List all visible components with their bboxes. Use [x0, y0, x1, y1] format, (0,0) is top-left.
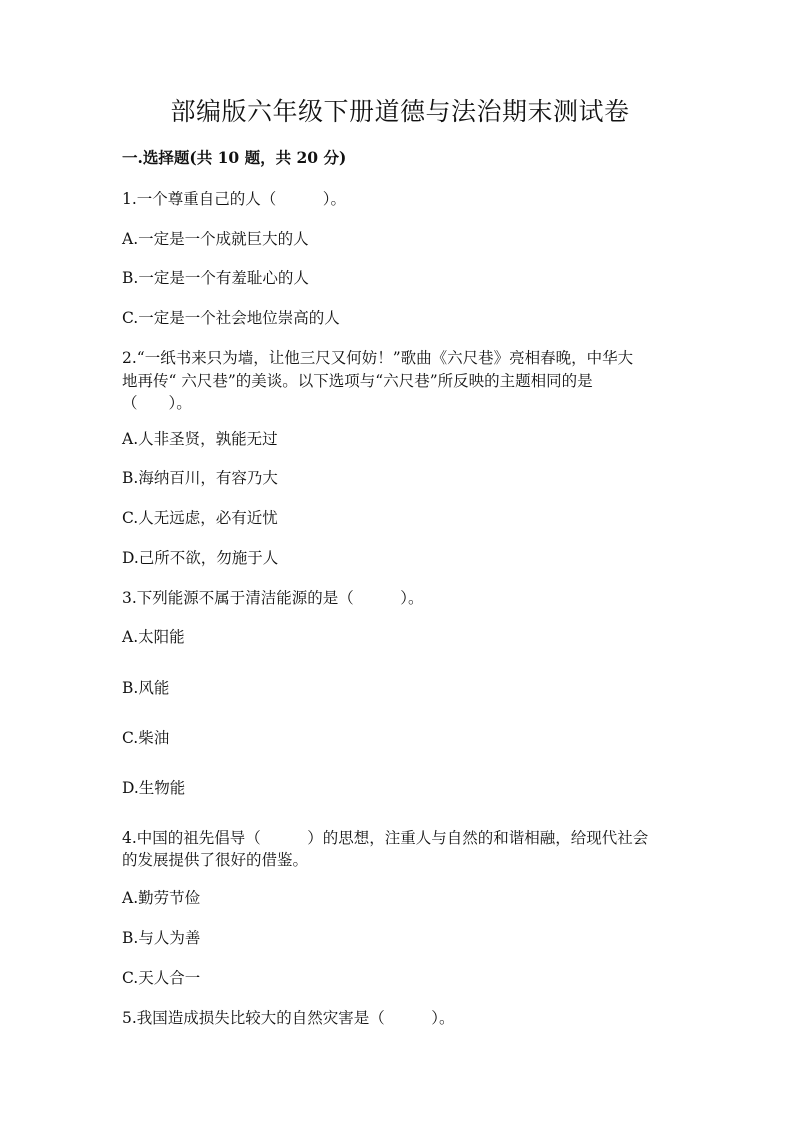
question-4-stem-line-2: 的发展提供了很好的借鉴。 — [122, 851, 309, 869]
question-2-stem-line-1: 2.“一纸书来只为墙，让他三尺又何妨！”歌曲《六尺巷》亮相春晚，中华大 — [122, 349, 634, 367]
question-1-option-b: B.一定是一个有羞耻心的人 — [122, 269, 309, 287]
question-2-option-d: D.己所不欲，勿施于人 — [122, 549, 279, 567]
question-4-option-a: A.勤劳节俭 — [122, 889, 201, 907]
page-title: 部编版六年级下册道德与法治期末测试卷 — [170, 97, 630, 126]
question-3-option-c: C.柴油 — [122, 729, 170, 747]
question-2-option-b: B.海纳百川，有容乃大 — [122, 469, 278, 487]
question-3-stem: 3.下列能源不属于清洁能源的是（ ）。 — [122, 589, 424, 607]
question-2-stem-line-3: （ ）。 — [122, 394, 192, 412]
question-3-option-b: B.风能 — [122, 679, 170, 697]
question-2-option-a: A.人非圣贤，孰能无过 — [122, 430, 278, 448]
question-3-option-d: D.生物能 — [122, 779, 186, 797]
question-4-stem-line-1: 4.中国的祖先倡导（ ）的思想，注重人与自然的和谐相融，给现代社会 — [122, 829, 649, 847]
question-1-stem: 1.一个尊重自己的人（ ）。 — [122, 190, 347, 208]
question-2-option-c: C.人无远虑，必有近忧 — [122, 509, 278, 527]
section-header: 一.选择题(共 10 题，共 20 分) — [122, 148, 347, 167]
question-5-stem: 5.我国造成损失比较大的自然灾害是（ ）。 — [122, 1009, 455, 1027]
question-1-option-a: A.一定是一个成就巨大的人 — [122, 230, 309, 248]
question-4-option-b: B.与人为善 — [122, 929, 201, 947]
question-4-option-c: C.天人合一 — [122, 969, 201, 987]
question-3-option-a: A.太阳能 — [122, 628, 185, 646]
question-1-option-c: C.一定是一个社会地位崇高的人 — [122, 309, 340, 327]
question-2-stem-line-2: 地再传“ 六尺巷”的美谈。以下选项与“六尺巷”所反映的主题相同的是 — [122, 372, 593, 390]
